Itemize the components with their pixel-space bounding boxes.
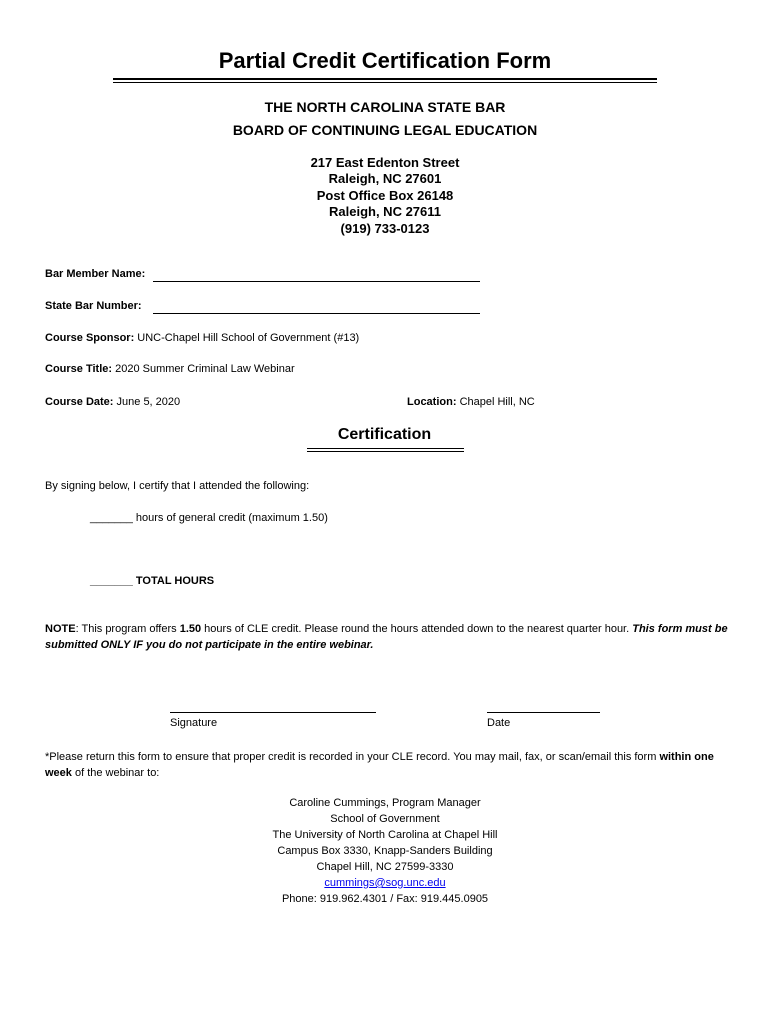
return-text-2: of the webinar to:	[71, 767, 160, 779]
contact-email-link[interactable]: cummings@sog.unc.edu	[324, 877, 446, 889]
course-sponsor-value: UNC-Chapel Hill School of Government (#13)	[137, 332, 360, 344]
certification-divider-thin	[307, 451, 464, 452]
contact-line: Caroline Cummings, Program Manager	[289, 797, 481, 809]
course-date-label: Course Date:	[45, 396, 114, 408]
date-line[interactable]	[487, 712, 600, 713]
note-text-2: hours of CLE credit. Please round the hours attended down to the nearest quarter hour.	[201, 623, 633, 635]
signature-label: Signature	[170, 717, 218, 729]
bar-member-field	[45, 268, 145, 280]
general-credit-blank[interactable]: _______	[90, 512, 133, 524]
total-hours-blank[interactable]: _______	[90, 575, 133, 587]
certification-heading: Certification	[337, 426, 432, 443]
contact-line: Chapel Hill, NC 27599-3330	[316, 861, 454, 873]
course-title-value: 2020 Summer Criminal Law Webinar	[115, 363, 295, 375]
page-title: Partial Credit Certification Form	[218, 48, 552, 73]
address-line: (919) 733-0123	[340, 220, 430, 236]
note-paragraph	[45, 621, 735, 653]
course-sponsor-label: Course Sponsor:	[45, 332, 135, 344]
contact-line: School of Government	[330, 813, 440, 825]
note-emphasis: This form must be submitted ONLY IF you do not participate in the entire webinar.	[45, 623, 728, 651]
address-line: 217 East Edenton Street	[310, 155, 460, 170]
bar-member-label: Bar Member Name:	[45, 268, 146, 280]
note-label: NOTE	[45, 623, 76, 635]
return-deadline: within one week	[45, 751, 714, 779]
location-value: Chapel Hill, NC	[459, 396, 535, 408]
course-date-field	[45, 396, 180, 408]
address-line: Post Office Box 26148	[316, 187, 454, 203]
location-label: Location:	[407, 396, 457, 408]
org-board: BOARD OF CONTINUING LEGAL EDUCATION	[232, 122, 538, 138]
state-bar-input-line[interactable]	[153, 313, 480, 314]
address-block	[0, 155, 770, 237]
certification-intro: By signing below, I certify that I attended the following:	[45, 480, 310, 492]
location-field	[407, 396, 535, 408]
state-bar-label: State Bar Number:	[45, 300, 142, 312]
bar-member-input-line[interactable]	[153, 281, 480, 282]
course-sponsor-field	[45, 332, 359, 344]
general-credit-line	[90, 512, 328, 524]
return-text-1: *Please return this form to ensure that proper credit is recorded in your CLE record. You may mail, fax, or scan/email this form	[45, 751, 660, 763]
total-hours-text: TOTAL HOURS	[135, 575, 215, 587]
course-title-field	[45, 363, 295, 375]
note-hours: 1.50	[179, 623, 202, 635]
contact-phone-fax: Phone: 919.962.4301 / Fax: 919.445.0905	[281, 893, 489, 905]
return-instructions	[45, 749, 735, 781]
address-line: Raleigh, NC 27611	[329, 204, 441, 220]
course-date-value: June 5, 2020	[116, 396, 181, 408]
contact-block	[0, 795, 770, 907]
state-bar-field	[45, 300, 142, 312]
signature-line[interactable]	[170, 712, 376, 713]
date-label: Date	[487, 717, 511, 729]
address-line: Raleigh, NC 27601	[328, 171, 442, 187]
contact-line: The University of North Carolina at Chapel Hill	[272, 829, 498, 841]
title-divider-thin	[113, 82, 657, 83]
general-credit-text: hours of general credit (maximum 1.50)	[135, 512, 328, 524]
total-hours-line	[90, 575, 214, 587]
note-text-1: : This program offers	[75, 623, 180, 635]
certification-divider	[307, 448, 464, 449]
title-divider	[113, 78, 657, 80]
contact-line: Campus Box 3330, Knapp-Sanders Building	[277, 845, 493, 857]
course-title-label: Course Title:	[45, 363, 113, 375]
org-name: THE NORTH CAROLINA STATE BAR	[264, 99, 506, 115]
